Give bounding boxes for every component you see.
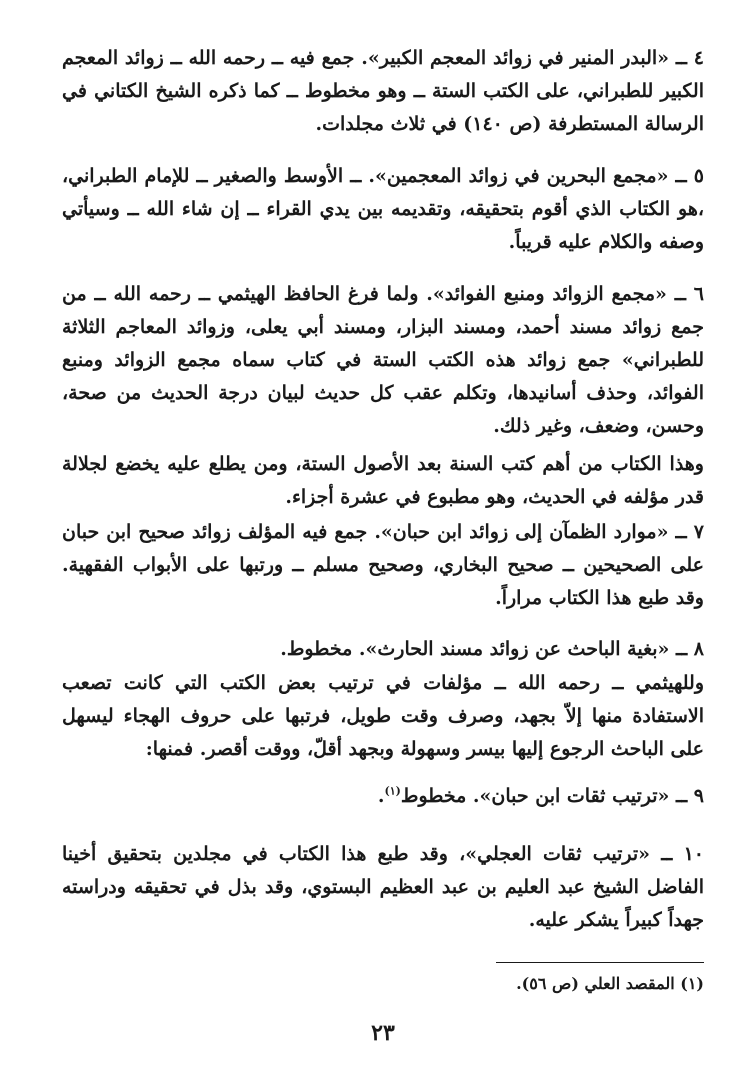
paragraph-item-4: ٤ ــ «البدر المنير في زوائد المعجم الكبير». جمع فيه ــ رحمه الله ــ زوائد المعجم الكبير للطبراني، على الكتب الستة ــ وهو مخطوط ــ كما ذكره الشيخ الكتاني في الرسالة المستطرفة (ص ١٤٠) في ثلاث مجلدات. <box>62 47 704 135</box>
paragraph-item-7: ٧ ــ «موارد الظمآن إلى زوائد ابن حبان». جمع فيه المؤلف زوائد صحيح ابن حبان على الصحيحين ــ صحيح البخاري، وصحيح مسلم ــ ورتبها على الأبواب الفقهية. وقد طبع هذا الكتاب مراراً. <box>62 521 704 609</box>
page-number: ٢٣ <box>371 1020 395 1046</box>
paragraph-item-5: ٥ ــ «مجمع البحرين في زوائد المعجمين». ــ الأوسط والصغير ــ للإمام الطبراني، ،هو الكتاب الذي أقوم بتحقيقه، وتقديمه بين يدي القراء ــ إن شاء الله ــ وسيأتي وصفه والكلام عليه قريباً. <box>62 165 704 253</box>
footnote-marker: (١) <box>680 974 704 993</box>
paragraph-item-6-note: وهذا الكتاب من أهم كتب السنة بعد الأصول الستة، ومن يطلع عليه يخضع لجلالة قدر مؤلفه في الحديث، وهو مطبوع في عشرة أجزاء. <box>62 453 704 508</box>
footnote-divider <box>496 962 704 963</box>
paragraph-item-9 <box>62 780 704 813</box>
paragraph-item-6: ٦ ــ «مجمع الزوائد ومنبع الفوائد». ولما فرغ الحافظ الهيثمي ــ رحمه الله ــ من جمع زوائد مسند أحمد، ومسند البزار، ومسند أبي يعلى، وزوائد المعاجم الثلاثة للطبراني» جمع زوائد هذه الكتب الستة في كتاب سماه مجمع الزوائد ومنبع الفوائد، وحذف أسانيدها، وتكلم عقب كل حديث لبيان درجة الحديث من صحة، وحسن، وضعف، وغير ذلك. <box>62 283 704 437</box>
paragraph-item-10: ١٠ ــ «ترتيب ثقات العجلي»، وقد طبع هذا الكتاب في مجلدين بتحقيق أخينا الفاضل الشيخ عبد العليم بن عبد العظيم البستوي، وقد بذل في تحقيقه ودراسته جهداً كبيراً يشكر عليه. <box>62 843 704 931</box>
footnote <box>62 972 704 996</box>
book-page <box>62 30 704 1070</box>
paragraph-item-9-text: ٩ ــ «ترتيب ثقات ابن حبان». مخطوط <box>400 785 704 807</box>
footnote-reference: (١) <box>384 784 401 798</box>
footnote-text: المقصد العلي (ص ٥٦). <box>516 974 675 993</box>
paragraph-item-8: ٨ ــ «بغية الباحث عن زوائد مسند الحارث». مخطوط. <box>280 638 704 660</box>
paragraph-item-8-note: وللهيثمي ــ رحمه الله ــ مؤلفات في ترتيب بعض الكتب التي كانت تصعب الاستفادة منها إلاّ بجهد، وصرف وقت طويل، فرتبها على حروف الهجاء ليسهل على الباحث الرجوع إليها بيسر وسهولة وبجهد أقلّ، ووقت أقصر. فمنها: <box>62 672 704 760</box>
paragraph-item-9-trailing: . <box>377 785 385 807</box>
